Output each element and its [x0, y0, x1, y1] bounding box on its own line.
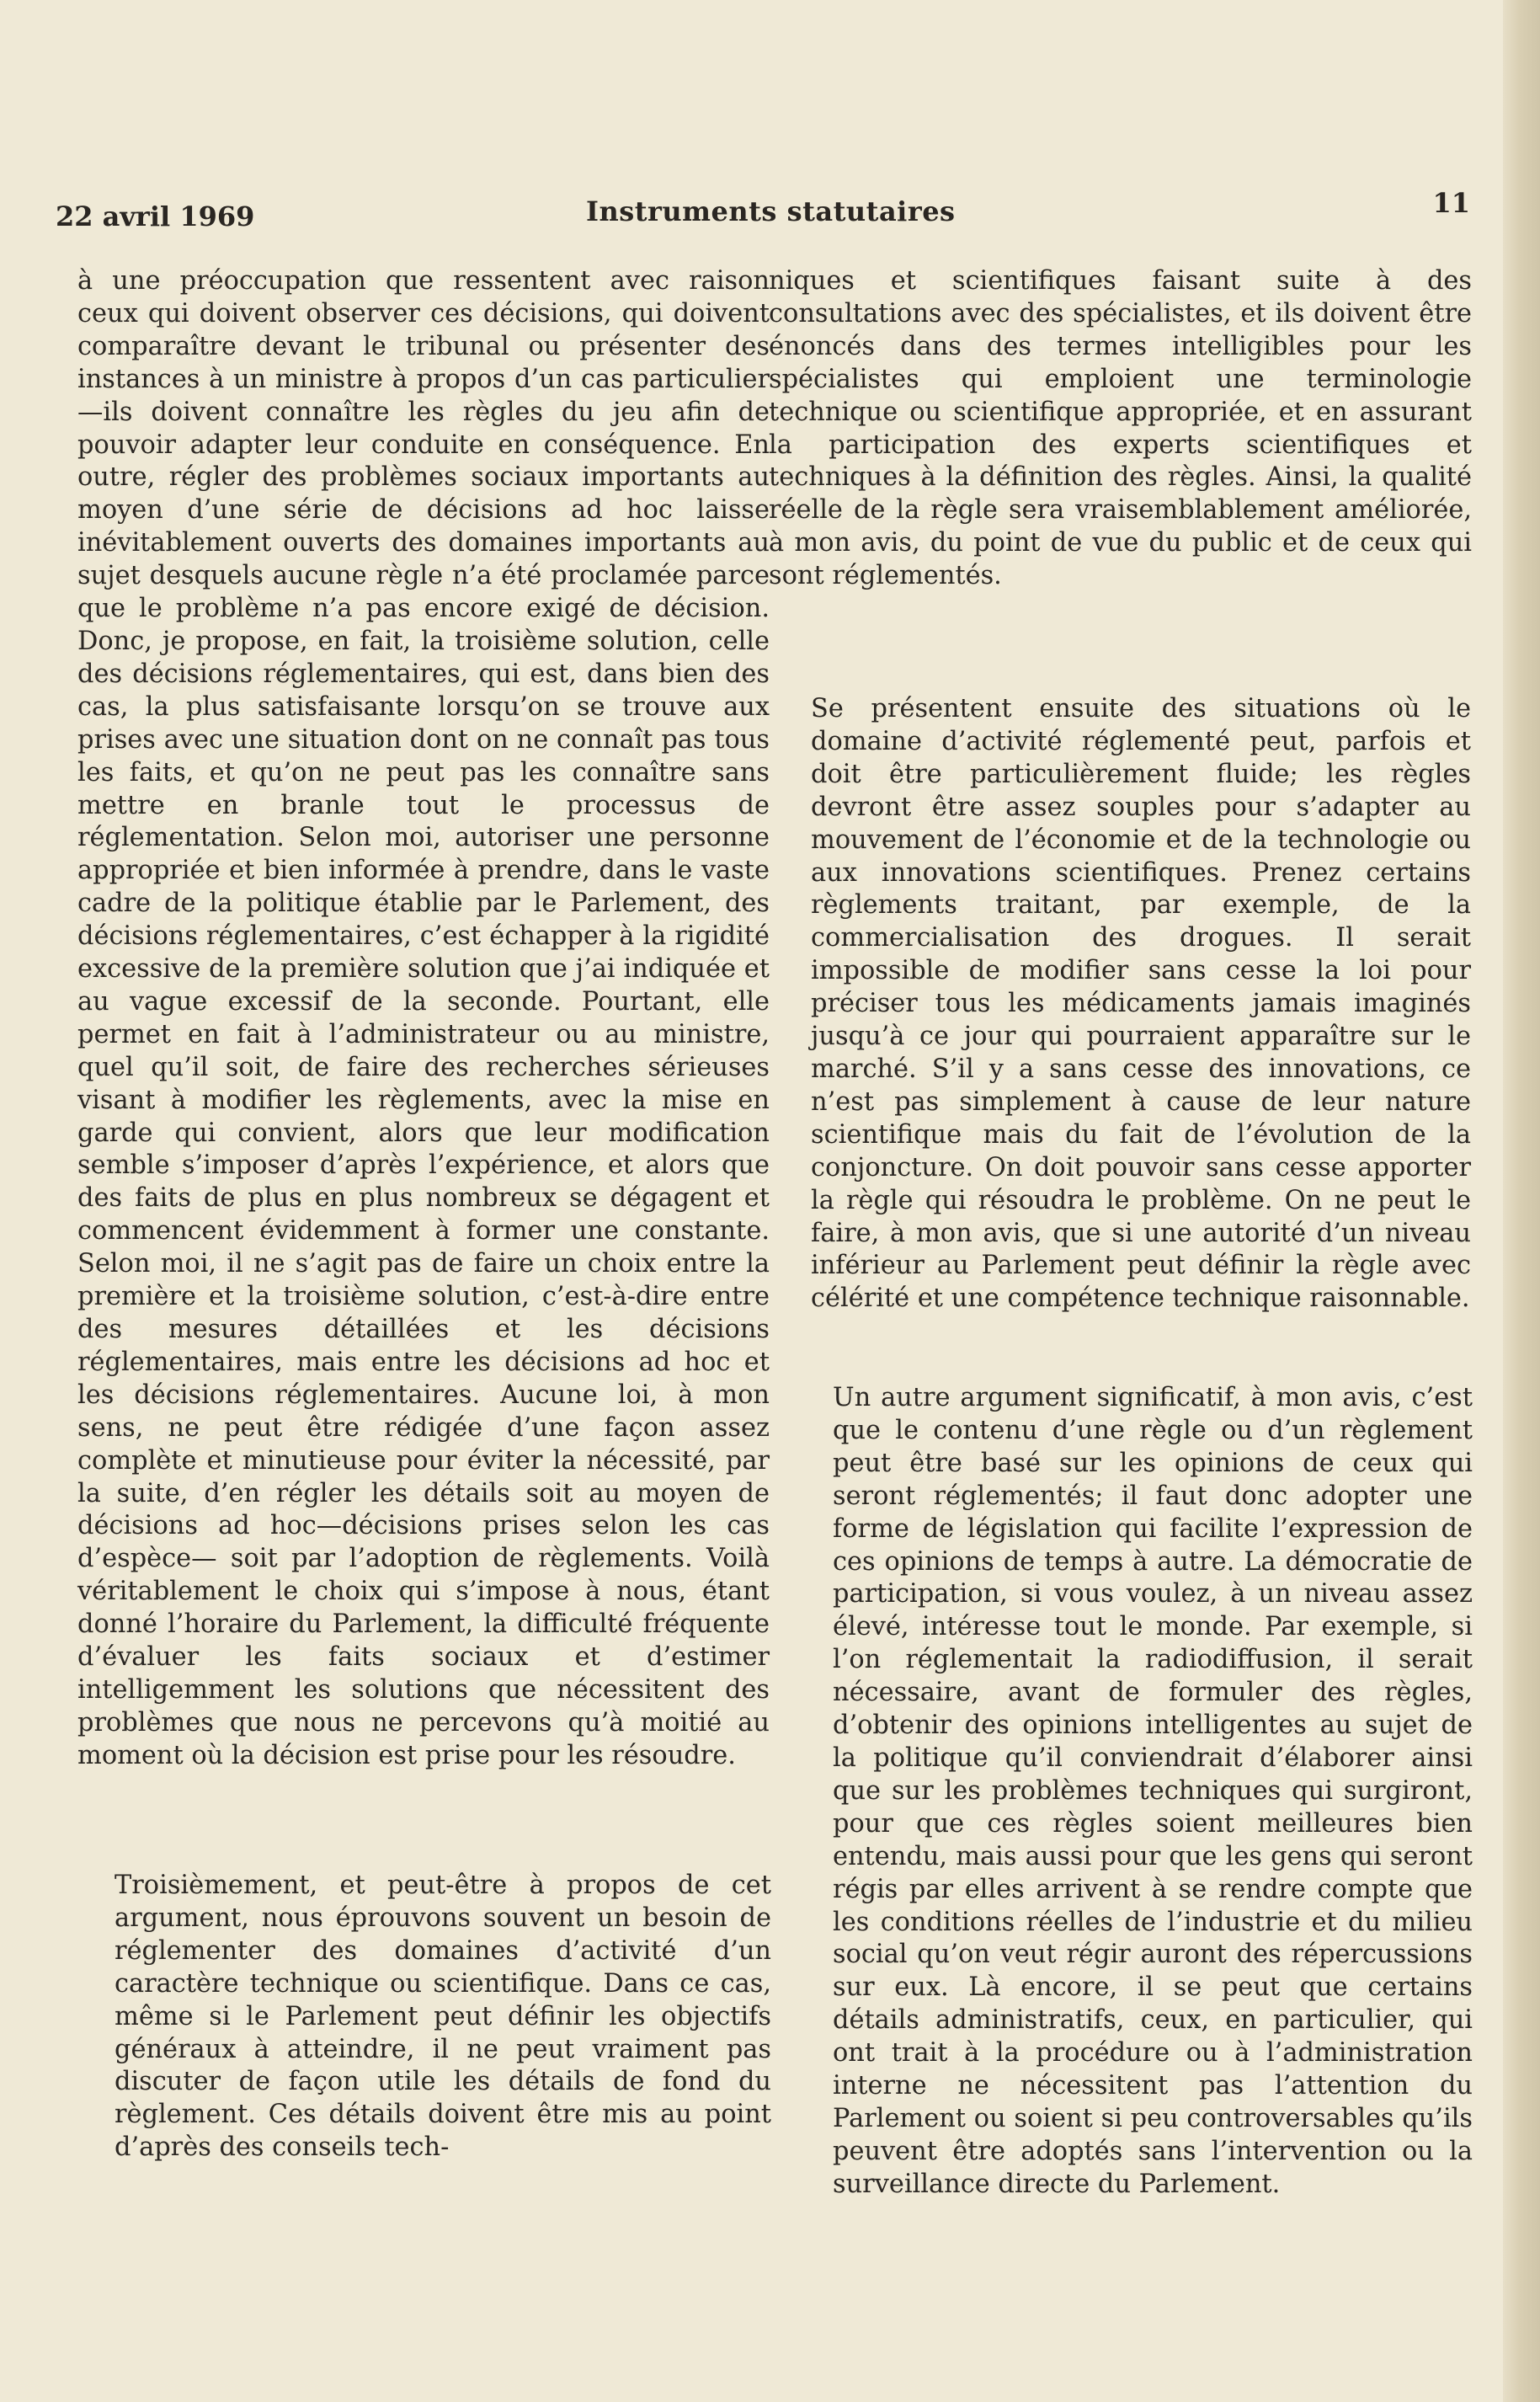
left-column: [77, 265, 771, 2163]
left-paragraph-2: Troisièmement, et peut-être à propos de cet argument, nous éprouvons souvent un besoin de réglementer des domaines d’activité d’un caractère technique ou scientifique. Dans ce cas, même si le Parlement peut définir les objectifs généraux à atteindre, il ne peut vraiment pas discuter de façon utile les détails de fond du règlement. Ces détails doivent être mis au point d’après des conseils tech-: [115, 1871, 771, 2163]
right-paragraph-1: niques et scientifiques faisant suite à des consultations avec des spécialistes, et ils doivent être énoncés dans des termes intelligibles pour les spécialistes qui emploient une terminologie technique ou scientifique appropriée, et en assurant la participation des experts scientifiques et techniques à la définition des règles. Ainsi, la qualité réelle de la règle sera vraisemblablement améliorée, à mon avis, du point de vue du public et de ceux qui sont réglementés.: [769, 266, 1472, 591]
header-date: 22 avril 1969: [56, 200, 255, 232]
header-title: Instruments statutaires: [586, 195, 956, 227]
right-paragraph-2: Se présentent ensuite des situations où le domaine d’activité réglementé peut, parfois et doit être particulièrement fluide; les règles devront être assez souples pour s’adapter au mouvement de l’économie et de la technologie ou aux innovations scientifiques. Prenez certains règlements traitant, par exemple, de la commercialisation des drogues. Il serait impossible de modifier sans cesse la loi pour préciser tous les médicaments jamais imaginés jusqu’à ce jour qui pourraient apparaître sur le marché. S’il y a sans cesse des innovations, ce n’est pas simplement à cause de leur nature scientifique mais du fait de l’évolution de la conjoncture. On doit pouvoir sans cesse apporter la règle qui résoudra le problème. On ne peut le faire, à mon avis, que si une autorité d’un niveau inférieur au Parlement peut définir la règle avec célérité et une compétence technique raisonnable.: [811, 694, 1471, 1314]
running-header: [56, 187, 1470, 251]
page-edge-shadow: [1503, 0, 1540, 2402]
right-paragraph-3: Un autre argument significatif, à mon avis, c’est que le contenu d’une règle ou d’un règlement peut être basé sur les opinions de ceux qui seront réglementés; il faut donc adopter une forme de législation qui facilite l’expression de ces opinions de temps à autre. La démocratie de participation, si vous voulez, à un niveau assez élevé, intéresse tout le monde. Par exemple, si l’on réglementait la radiodiffusion, il serait nécessaire, avant de formuler des règles, d’obtenir des opinions intelligentes au sujet de la politique qu’il conviendrait d’élaborer ainsi que sur les problèmes techniques qui surgiront, pour que ces règles soient meilleures bien entendu, mais aussi pour que les gens qui seront régis par elles arrivent à se rendre compte que les conditions réelles de l’industrie et du milieu social qu’on veut régir auront des répercussions sur eux. Là encore, il se peut que certains détails administratifs, ceux, en particulier, qui ont trait à la procédure ou à l’administration interne ne nécessitent pas l’attention du Parlement ou soient si peu controversables qu’ils peuvent être adoptés sans l’intervention ou la surveillance directe du Parlement.: [833, 1383, 1473, 2199]
page-number: 11: [1432, 187, 1470, 219]
right-column: [769, 265, 1473, 2199]
left-paragraph-1: à une préoccupation que ressentent avec raison ceux qui doivent observer ces décisions, qui doivent comparaître devant le tribunal ou présenter des instances à un ministre à propos d’un cas particulier —ils doivent connaître les règles du jeu afin de pouvoir adapter leur conduite en conséquence. En outre, régler des problèmes sociaux importants au moyen d’une série de décisions ad hoc laisse inévitablement ouverts des domaines importants au sujet desquels aucune règle n’a été proclamée parce que le problème n’a pas encore exigé de décision. Donc, je propose, en fait, la troisième solution, celle des décisions réglementaires, qui est, dans bien des cas, la plus satisfaisante lorsqu’on se trouve aux prises avec une situation dont on ne connaît pas tous les faits, et qu’on ne peut pas les connaître sans mettre en branle tout le processus de réglementation. Selon moi, autoriser une personne appropriée et bien informée à prendre, dans le vaste cadre de la politique établie par le Parlement, des décisions réglementaires, c’est échapper à la rigidité excessive de la première solution que j’ai indiquée et au vague excessif de la seconde. Pourtant, elle permet en fait à l’administrateur ou au ministre, quel qu’il soit, de faire des recherches sérieuses visant à modifier les règlements, avec la mise en garde qui convient, alors que leur modification semble s’imposer d’après l’expérience, et alors que des faits de plus en plus nombreux se dégagent et commencent évidemment à former une constante. Selon moi, il ne s’agit pas de faire un choix entre la première et la troisième solution, c’est-à-dire entre des mesures détaillées et les décisions réglementaires, mais entre les décisions ad hoc et les décisions réglementaires. Aucune loi, à mon sens, ne peut être rédigée d’une façon assez complète et minutieuse pour éviter la nécessité, par la suite, d’en régler les détails soit au moyen de décisions ad hoc—décisions prises selon les cas d’espèce— soit par l’adoption de règlements. Voilà véritablement le choix qui s’impose à nous, étant donné l’horaire du Parlement, la difficulté fréquente d’évaluer les faits sociaux et d’estimer intelligemment les solutions que nécessitent des problèmes que nous ne percevons qu’à moitié au moment où la décision est prise pour les résoudre.: [77, 266, 770, 1770]
